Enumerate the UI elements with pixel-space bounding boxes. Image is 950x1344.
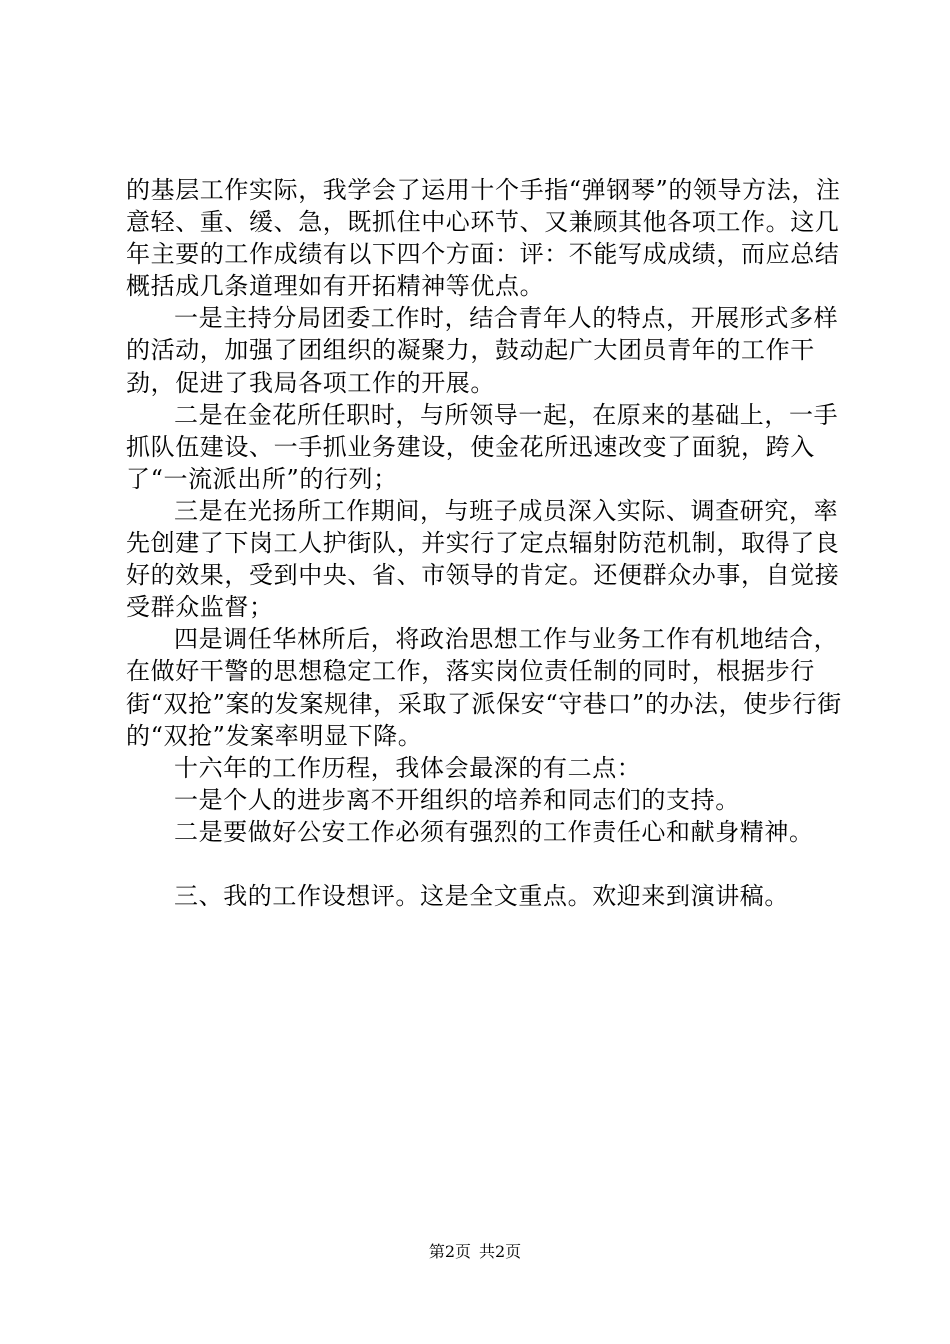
paragraph-experience-1: 一是个人的进步离不开组织的培养和同志们的支持。 (174, 785, 740, 814)
page-number-current: 第2页 (428, 1242, 471, 1261)
paragraph-achievement-2: 二是在金花所任职时，与所领导一起，在原来的基础上，一手抓队伍建设、一手抓业务建设，使金花所迅速改变了面貌，跨入了“一流派出所”的行列； (126, 400, 839, 493)
paragraph-experience-intro: 十六年的工作历程，我体会最深的有二点： (174, 753, 642, 782)
section-heading-work-plan: 三、我的工作设想评。这是全文重点。欢迎来到演讲稿。 (174, 881, 789, 910)
page-number-total: 共2页 (479, 1242, 522, 1261)
paragraph-experience-2: 二是要做好公安工作必须有强烈的工作责任心和献身精神。 (174, 817, 814, 846)
paragraph-continuation: 的基层工作实际，我学会了运用十个手指“弹钢琴”的领导方法，注意轻、重、缓、急，既抓住中心环节、又兼顾其他各项工作。这几年主要的工作成绩有以下四个方面：评：不能写成成绩，而应总结概括成几条道理如有开拓精神等优点。 (126, 176, 841, 301)
paragraph-achievement-4: 四是调任华林所后，将政治思想工作与业务工作有机地结合，在做好干警的思想稳定工作，落实岗位责任制的同时，根据步行街“双抢”案的发案规律，采取了派保安“守巷口”的办法，使步行街的“双抢”发案率明显下降。 (126, 625, 842, 750)
paragraph-achievement-1: 一是主持分局团委工作时，结合青年人的特点，开展形式多样的活动，加强了团组织的凝聚力，鼓动起广大团员青年的工作干劲，促进了我局各项工作的开展。 (126, 304, 839, 397)
page-footer (0, 1242, 950, 1262)
document-body (126, 174, 846, 912)
paragraph-achievement-3: 三是在光扬所工作期间，与班子成员深入实际、调查研究，率先创建了下岗工人护街队，并实行了定点辐射防范机制，取得了良好的效果，受到中央、省、市领导的肯定。还便群众办事，自觉接受群众监督； (126, 496, 840, 622)
